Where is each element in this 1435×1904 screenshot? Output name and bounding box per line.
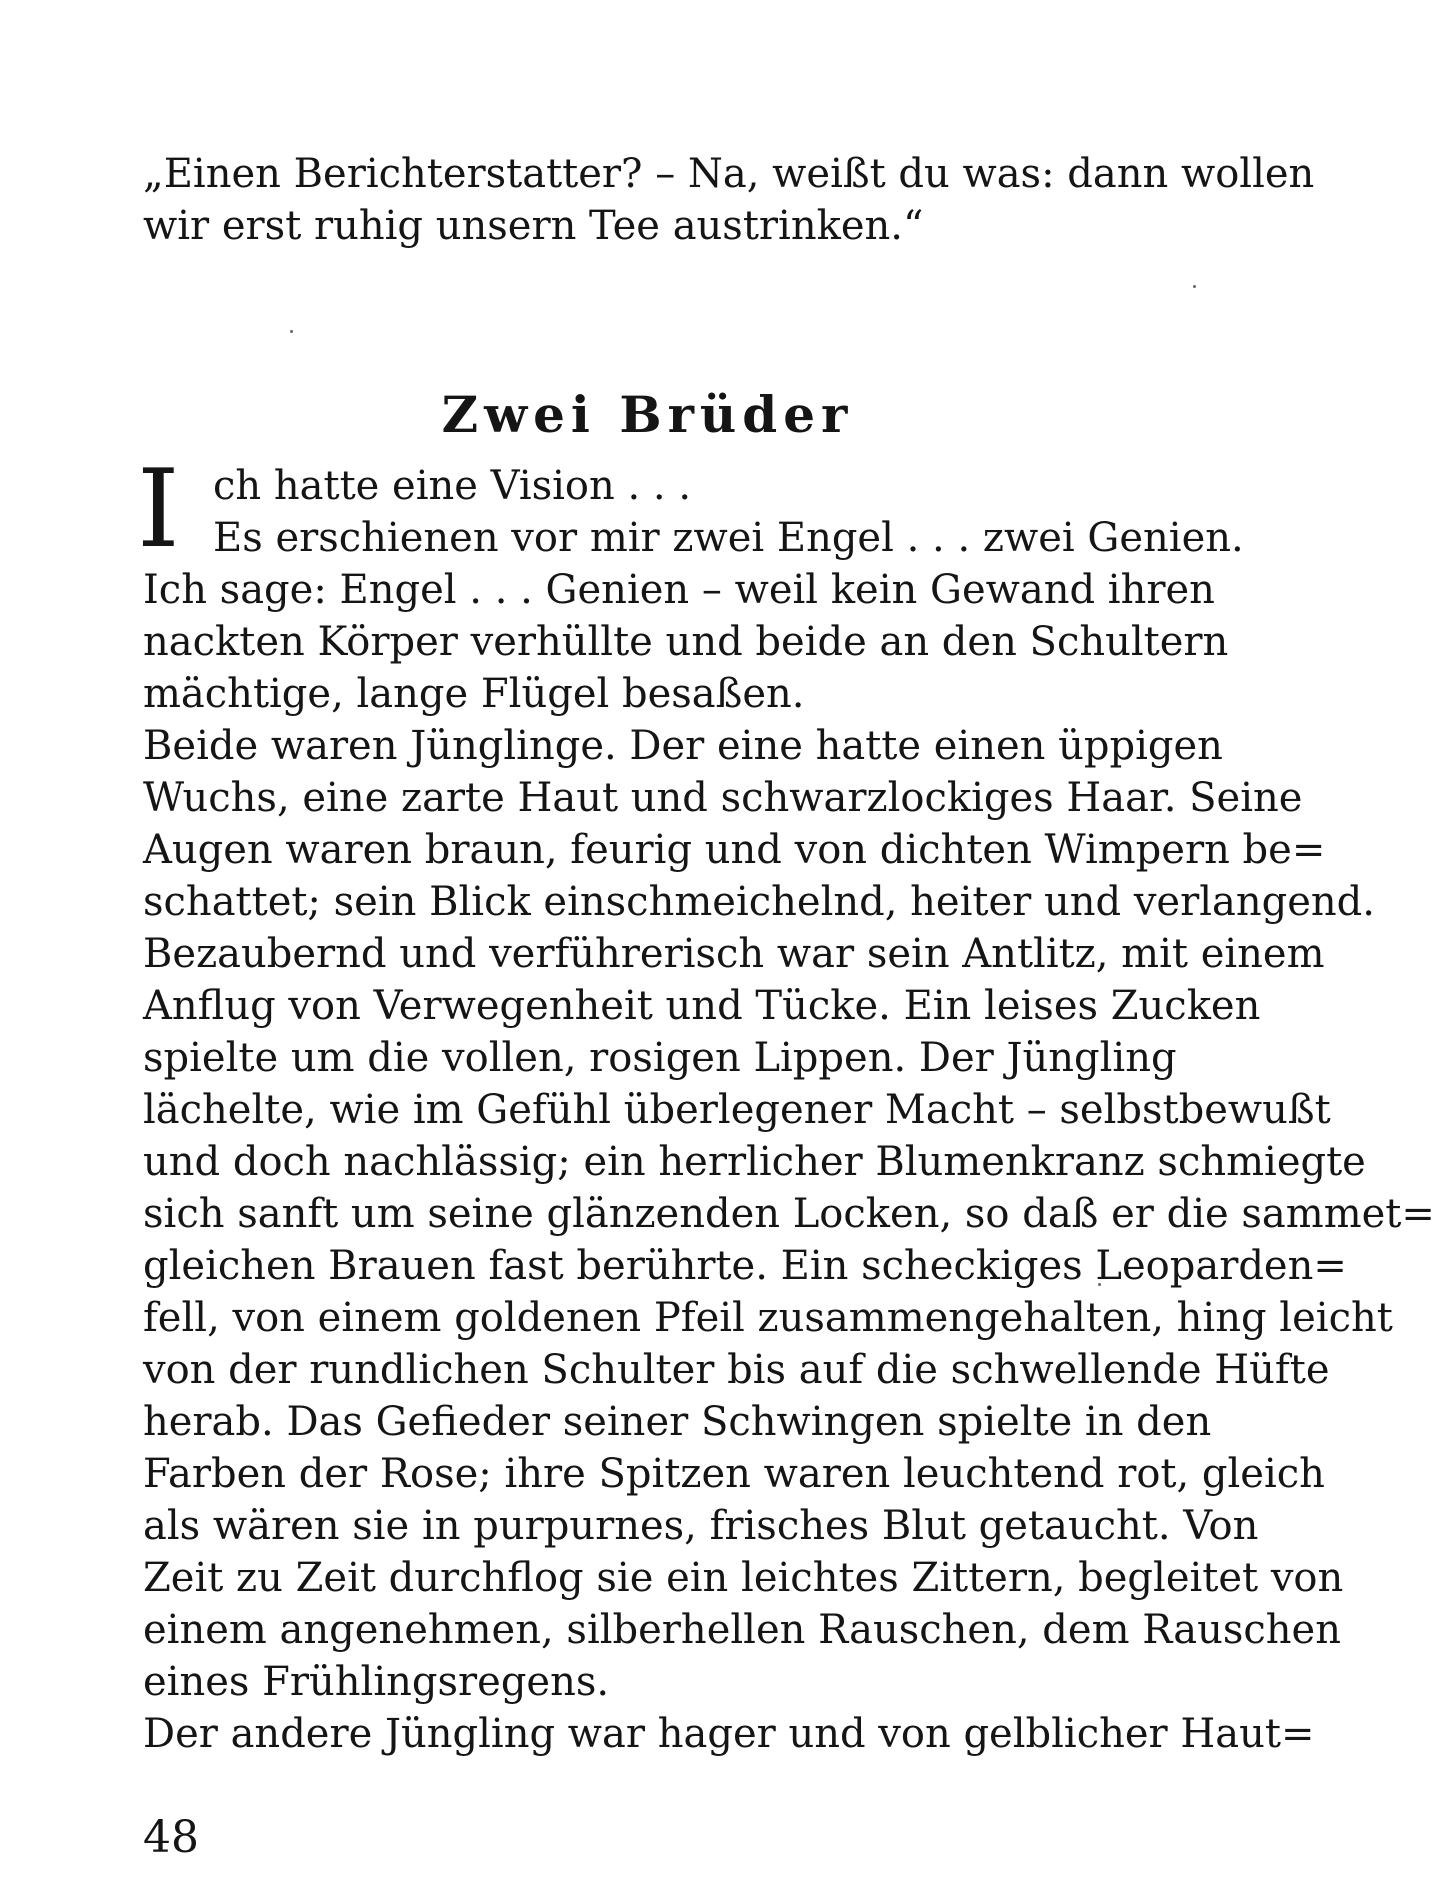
text-line: von der rundlichen Schulter bis auf die schwellende Hüfte	[143, 1347, 1330, 1393]
text-line: lächelte, wie im Gefühl überlegener Macht – selbstbewußt	[143, 1087, 1331, 1133]
text-line: wir erst ruhig unsern Tee austrinken.“	[143, 203, 924, 249]
dropcap-block	[137, 447, 1244, 572]
chapter-body	[137, 447, 1435, 1760]
text-line: „Einen Berichterstatter? – Na, weißt du was: dann wollen	[143, 151, 1315, 197]
text-line: Es erschienen vor mir zwei Engel . . . zwei Genien.	[213, 515, 1244, 561]
text-line: nackten Körper verhüllte und beide an den Schultern	[143, 619, 1229, 665]
text-line: herab. Das Gefieder seiner Schwingen spielte in den	[143, 1399, 1212, 1445]
text-line: Ich sage: Engel . . . Genien – weil kein Gewand ihren	[143, 567, 1215, 613]
text-line: ch hatte eine Vision . . .	[213, 463, 692, 509]
chapter-heading: Zwei Brüder	[441, 385, 854, 444]
text-line: sich sanft um seine glänzenden Locken, so daß er die sammet=	[143, 1191, 1435, 1237]
text-line: schattet; sein Blick einschmeichelnd, heiter und verlangend.	[143, 879, 1375, 925]
text-line: mächtige, lange Flügel besaßen.	[143, 671, 805, 717]
text-line: gleichen Brauen fast berührte. Ein scheckiges Leoparden=	[143, 1243, 1347, 1289]
text-line: und doch nachlässig; ein herrlicher Blumenkranz schmiegte	[143, 1139, 1366, 1185]
text-line: Beide waren Jünglinge. Der eine hatte einen üppigen	[143, 723, 1223, 769]
page-number: 48	[143, 1812, 199, 1863]
text-line: Wuchs, eine zarte Haut und schwarzlockiges Haar. Seine	[143, 775, 1303, 821]
text-line: Der andere Jüngling war hager und von gelblicher Haut=	[143, 1711, 1315, 1757]
speck-mark	[290, 330, 293, 333]
text-line: eines Frühlingsregens.	[143, 1659, 610, 1705]
text-line: spielte um die vollen, rosigen Lippen. Der Jüngling	[143, 1035, 1177, 1081]
text-line: Anflug von Verwegenheit und Tücke. Ein leises Zucken	[143, 983, 1261, 1029]
text-line: Bezaubernd und verführerisch war sein Antlitz, mit einem	[143, 931, 1325, 977]
text-line: Augen waren braun, feurig und von dichten Wimpern be=	[143, 827, 1326, 873]
speck-mark	[1193, 285, 1196, 288]
drop-cap: I	[137, 447, 180, 572]
opening-paragraph	[143, 148, 1315, 252]
text-line: fell, von einem goldenen Pfeil zusammengehalten, hing leicht	[143, 1295, 1393, 1341]
text-line: als wären sie in purpurnes, frisches Blut getaucht. Von	[143, 1503, 1259, 1549]
text-line: Farben der Rose; ihre Spitzen waren leuchtend rot, gleich	[143, 1451, 1325, 1497]
text-line: Zeit zu Zeit durchflog sie ein leichtes Zittern, begleitet von	[143, 1555, 1344, 1601]
text-line: einem angenehmen, silberhellen Rauschen, dem Rauschen	[143, 1607, 1341, 1653]
